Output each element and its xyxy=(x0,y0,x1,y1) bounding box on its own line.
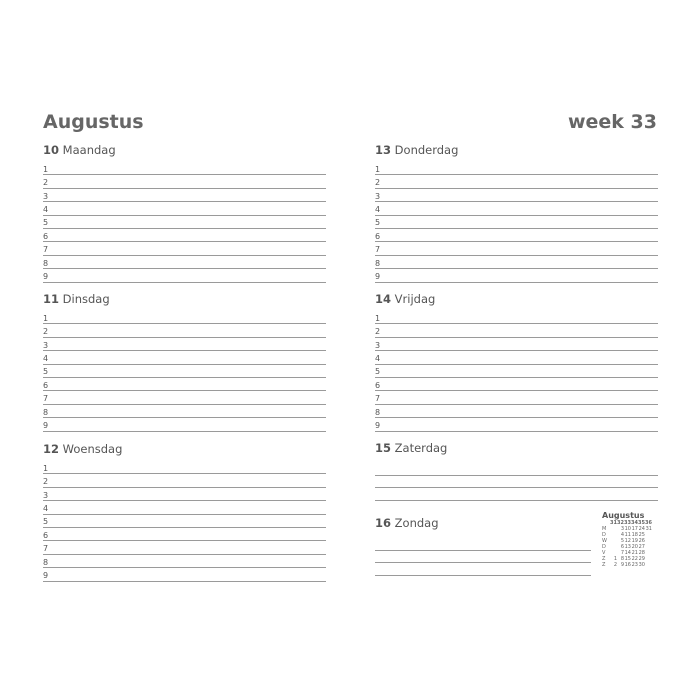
calendar-day: 21 xyxy=(631,550,638,556)
calendar-day: 27 xyxy=(638,544,645,550)
day-block-saturday xyxy=(375,440,658,501)
hour-line xyxy=(43,202,326,215)
hour-line-number: 5 xyxy=(43,517,49,527)
weekday-label: W xyxy=(602,538,607,544)
day-heading xyxy=(43,142,326,158)
day-name: Vrijdag xyxy=(394,292,436,306)
week-number: 33 xyxy=(624,520,631,526)
calendar-day: 31 xyxy=(645,526,652,532)
weekday-label: M xyxy=(602,526,607,532)
hour-line-number: 6 xyxy=(43,530,49,540)
hour-line-number: 4 xyxy=(43,504,49,514)
hour-line-number: 5 xyxy=(375,367,381,377)
calendar-day: 19 xyxy=(631,538,638,544)
hour-line-number: 3 xyxy=(375,340,381,350)
day-number: 16 xyxy=(375,516,392,530)
hour-line xyxy=(375,365,658,378)
hour-line xyxy=(375,378,658,391)
hour-line xyxy=(43,405,326,418)
hour-line xyxy=(43,324,326,337)
hour-line-number: 6 xyxy=(375,380,381,390)
hour-line xyxy=(43,216,326,229)
calendar-day: 22 xyxy=(631,556,638,562)
weekday-label: D xyxy=(602,532,606,538)
week-number: 32 xyxy=(617,520,624,526)
calendar-day xyxy=(645,562,652,568)
day-block-friday xyxy=(375,291,658,432)
day-block-wednesday xyxy=(43,441,326,582)
hour-line xyxy=(43,229,326,242)
calendar-day: 18 xyxy=(631,532,638,538)
hour-line-number: 4 xyxy=(43,354,49,364)
weekday-label: Z xyxy=(602,556,606,562)
week-number: 31 xyxy=(610,520,617,526)
hour-line xyxy=(43,501,326,514)
hour-line-number: 9 xyxy=(43,571,49,581)
hour-line-number: 6 xyxy=(43,231,49,241)
day-number: 15 xyxy=(375,441,392,455)
hour-line xyxy=(43,311,326,324)
calendar-day: 25 xyxy=(638,532,645,538)
hour-line-number: 1 xyxy=(375,313,381,323)
calendar-day: 23 xyxy=(631,562,638,568)
hour-line xyxy=(43,378,326,391)
hour-line-number: 9 xyxy=(375,421,381,431)
day-name: Dinsdag xyxy=(62,292,110,306)
calendar-day: 24 xyxy=(638,526,645,532)
day-name: Woensdag xyxy=(62,442,123,456)
calendar-day: 3 xyxy=(620,526,624,532)
hour-lines xyxy=(43,461,326,582)
hour-line xyxy=(375,229,658,242)
hour-line xyxy=(43,474,326,487)
calendar-day: 12 xyxy=(624,538,631,544)
day-block-sunday xyxy=(375,515,591,576)
hour-line xyxy=(375,216,658,229)
calendar-day: 29 xyxy=(638,556,645,562)
hour-line xyxy=(43,269,326,282)
calendar-day: 14 xyxy=(624,550,631,556)
day-heading xyxy=(375,142,658,158)
week-number: 35 xyxy=(638,520,645,526)
hour-line-number: 7 xyxy=(375,245,381,255)
hour-line-number: 4 xyxy=(43,205,49,215)
mini-calendar-row xyxy=(602,562,662,568)
calendar-day: 16 xyxy=(624,562,631,568)
hour-line-number: 7 xyxy=(43,544,49,554)
week-number: 36 xyxy=(645,520,652,526)
day-heading xyxy=(375,291,658,307)
hour-lines xyxy=(43,162,326,283)
hour-line-number: 5 xyxy=(375,218,381,228)
writing-line xyxy=(375,538,591,551)
day-heading xyxy=(43,291,326,307)
weekend-lines xyxy=(375,538,591,576)
calendar-day: 13 xyxy=(624,544,631,550)
week-title: week 33 xyxy=(567,111,657,133)
hour-line-number: 5 xyxy=(43,218,49,228)
hour-line xyxy=(375,418,658,431)
hour-line xyxy=(43,568,326,581)
hour-line-number: 8 xyxy=(43,557,49,567)
weekend-lines xyxy=(375,463,658,501)
day-number: 10 xyxy=(43,143,60,157)
day-name: Maandag xyxy=(62,143,116,157)
hour-line xyxy=(375,269,658,282)
hour-lines xyxy=(375,162,658,283)
hour-line xyxy=(43,418,326,431)
day-block-monday xyxy=(43,142,326,283)
day-heading xyxy=(43,441,326,457)
writing-line xyxy=(375,476,658,489)
writing-line xyxy=(375,488,658,501)
hour-line-number: 3 xyxy=(43,340,49,350)
day-number: 13 xyxy=(375,143,392,157)
weekday-label: D xyxy=(602,544,606,550)
weekday-label: Z xyxy=(602,562,606,568)
hour-line-number: 3 xyxy=(43,490,49,500)
hour-line xyxy=(43,541,326,554)
hour-line xyxy=(43,162,326,175)
calendar-day: 2 xyxy=(613,562,617,568)
calendar-day: 28 xyxy=(638,550,645,556)
day-block-tuesday xyxy=(43,291,326,432)
calendar-day: 1 xyxy=(613,556,617,562)
hour-line-number: 8 xyxy=(375,407,381,417)
hour-line-number: 9 xyxy=(43,272,49,282)
writing-line xyxy=(375,563,591,576)
hour-line-number: 1 xyxy=(43,313,49,323)
hour-line-number: 8 xyxy=(375,258,381,268)
calendar-day: 17 xyxy=(631,526,638,532)
hour-line xyxy=(375,202,658,215)
hour-line-number: 8 xyxy=(43,258,49,268)
writing-line xyxy=(375,551,591,564)
hour-line xyxy=(375,242,658,255)
hour-line xyxy=(43,555,326,568)
calendar-day: 30 xyxy=(638,562,645,568)
hour-line xyxy=(43,189,326,202)
hour-line xyxy=(43,515,326,528)
hour-line-number: 8 xyxy=(43,407,49,417)
mini-calendar-days xyxy=(602,526,662,568)
calendar-day: 5 xyxy=(620,538,624,544)
hour-line xyxy=(375,256,658,269)
calendar-day: 10 xyxy=(624,526,631,532)
mini-calendar xyxy=(602,511,662,568)
calendar-day: 20 xyxy=(631,544,638,550)
hour-line xyxy=(375,324,658,337)
day-heading xyxy=(375,440,658,456)
hour-line-number: 2 xyxy=(375,327,381,337)
hour-line-number: 7 xyxy=(43,245,49,255)
hour-line xyxy=(43,461,326,474)
hour-line xyxy=(43,391,326,404)
hour-line-number: 3 xyxy=(43,191,49,201)
hour-lines xyxy=(375,311,658,432)
hour-line-number: 2 xyxy=(375,178,381,188)
calendar-day: 7 xyxy=(620,550,624,556)
hour-line xyxy=(43,242,326,255)
hour-line xyxy=(43,338,326,351)
hour-line-number: 2 xyxy=(43,178,49,188)
hour-line-number: 9 xyxy=(43,421,49,431)
hour-line xyxy=(375,189,658,202)
hour-lines xyxy=(43,311,326,432)
hour-line xyxy=(375,338,658,351)
hour-line xyxy=(375,311,658,324)
day-name: Zondag xyxy=(394,516,439,530)
calendar-day: 4 xyxy=(620,532,624,538)
hour-line xyxy=(375,162,658,175)
hour-line-number: 1 xyxy=(375,164,381,174)
hour-line xyxy=(375,351,658,364)
hour-line-number: 7 xyxy=(375,394,381,404)
calendar-day: 26 xyxy=(638,538,645,544)
hour-line-number: 6 xyxy=(43,380,49,390)
month-title: Augustus xyxy=(43,111,144,133)
hour-line-number: 2 xyxy=(43,327,49,337)
day-heading xyxy=(375,515,591,531)
day-name: Donderdag xyxy=(394,143,459,157)
day-name: Zaterdag xyxy=(394,441,448,455)
hour-line-number: 4 xyxy=(375,205,381,215)
calendar-day: 9 xyxy=(620,562,624,568)
day-block-thursday xyxy=(375,142,658,283)
weekday-label: V xyxy=(602,550,606,556)
hour-line xyxy=(43,488,326,501)
hour-line-number: 1 xyxy=(43,164,49,174)
hour-line-number: 4 xyxy=(375,354,381,364)
hour-line-number: 5 xyxy=(43,367,49,377)
writing-line xyxy=(375,463,658,476)
hour-line xyxy=(43,351,326,364)
hour-line-number: 1 xyxy=(43,463,49,473)
day-number: 11 xyxy=(43,292,60,306)
hour-line-number: 6 xyxy=(375,231,381,241)
mini-calendar-title: Augustus xyxy=(602,511,645,520)
hour-line xyxy=(375,405,658,418)
calendar-day: 6 xyxy=(620,544,624,550)
hour-line xyxy=(43,175,326,188)
week-number: 34 xyxy=(631,520,638,526)
calendar-day: 8 xyxy=(620,556,624,562)
day-number: 12 xyxy=(43,442,60,456)
hour-line-number: 3 xyxy=(375,191,381,201)
hour-line-number: 9 xyxy=(375,272,381,282)
hour-line-number: 7 xyxy=(43,394,49,404)
hour-line xyxy=(43,365,326,378)
calendar-day: 15 xyxy=(624,556,631,562)
day-number: 14 xyxy=(375,292,392,306)
hour-line xyxy=(43,528,326,541)
hour-line-number: 2 xyxy=(43,477,49,487)
calendar-day: 11 xyxy=(624,532,631,538)
hour-line xyxy=(375,391,658,404)
hour-line xyxy=(43,256,326,269)
hour-line xyxy=(375,175,658,188)
